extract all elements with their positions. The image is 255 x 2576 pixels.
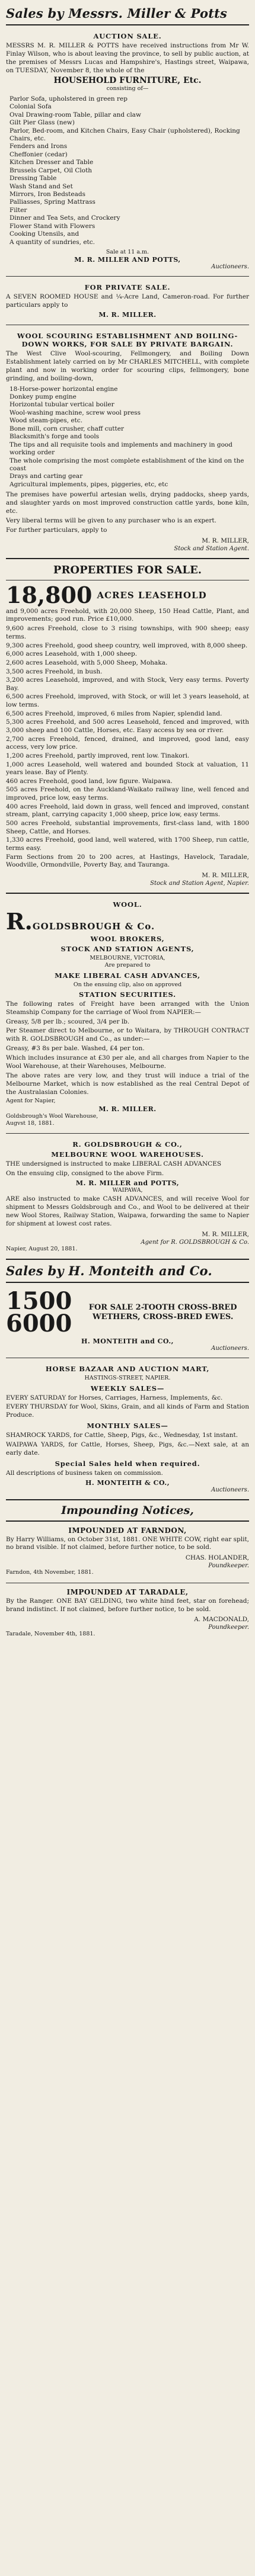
melbourne-date: Napier, August 20, 1881.: [6, 1245, 78, 1252]
wool-scouring-text3: Very liberal terms will be given to any purchaser who is an expert.: [6, 517, 216, 524]
goldsbrough-line3: MELBOURNE, VICTORIA,: [90, 954, 165, 961]
farndon-text: By Harry Williams, on October 31st, 1881. ONE WHITE COW, right ear split, no brand visible. If not claimed, before further notice, to be sold.: [6, 1535, 249, 1551]
goldsbrough-f3: Greasy, #3 8s per bale. Washed, £4 per ton.: [6, 1045, 145, 1053]
list-item: The tips and all requisite tools and implements and machinery in good working order: [9, 441, 232, 457]
taradale-text: By the Ranger. ONE BAY GELDING, two white hind feet, star on forehead; brand indistinct. If not claimed, before further notice, to be sold.: [6, 1597, 249, 1613]
lead-acres-label: ACRES LEASEHOLD: [97, 589, 207, 601]
goldsbrough-agent: Agent for Napier,: [6, 1098, 56, 1105]
wool-scouring-signature-sub: Stock and Station Agent.: [174, 545, 249, 552]
monthly-text: SHAMROCK YARDS, for Cattle, Sheep, Pigs, &c., Wednesday, 1st instant.: [6, 1432, 238, 1439]
section-header-monteith: Sales by H. Monteith and Co.: [6, 1263, 212, 1279]
auction-title: AUCTION SALE.: [93, 32, 162, 40]
goldsbrough-date: Augvst 18, 1881.: [6, 1120, 55, 1127]
goldsbrough-text: The above rates are very low, and they trust will induce a trial of the Melbourne Market, which is now established as the real Central Depot of the Australasian Colonies.: [6, 1072, 249, 1096]
farndon-notice: [6, 1525, 249, 1579]
list-item: Brussels Carpet, Oil Cloth: [9, 166, 93, 174]
horse-bazaar-sig-sub: Auctioneers.: [211, 1486, 249, 1493]
horse-bazaar-title: HORSE BAZAAR AND AUCTION MART,: [45, 1365, 210, 1374]
properties-signature: M. R. MILLER,: [202, 871, 249, 879]
list-item: Filter: [9, 206, 27, 214]
weekly-text: EVERY SATURDAY for Horses, Carriages, Harness, Implements, &c.: [6, 1394, 223, 1401]
list-item: 18-Horse-power horizontal engine: [9, 385, 118, 393]
property-list: [6, 625, 249, 870]
property-item: 6,000 acres Leasehold, with 1,000 sheep.: [6, 650, 138, 658]
melbourne-sig2-sub: Agent for R. GOLDSBROUGH & Co.: [141, 1239, 249, 1246]
properties-title: PROPERTIES FOR SALE.: [53, 563, 202, 576]
melbourne-place: WAIPAWA,: [112, 1187, 143, 1194]
divider: [6, 1520, 249, 1522]
private-sale-title: FOR PRIVATE SALE.: [84, 283, 171, 292]
list-item: Drays and carting gear: [9, 473, 83, 480]
property-item: 2,700 acres Freehold, fenced, drained, and improved, good land, easy access, very low price.: [6, 735, 249, 751]
list-item: Gilt Pier Glass (new): [9, 119, 75, 127]
taradale-title: IMPOUNDED AT TARADALE,: [66, 1587, 189, 1596]
goldsbrough-ad: [6, 897, 249, 1130]
list-item: Oval Drawing-room Table, pillar and claw: [9, 111, 141, 118]
taradale-date: Taradale, November 4th, 1881.: [6, 1631, 95, 1638]
list-item: Wool-washing machine, screw wool press: [9, 409, 141, 416]
private-sale-text: A SEVEN ROOMED HOUSE and ¼-Acre Land, Cameron-road. For further particulars apply to: [6, 293, 249, 309]
monteith-sig-sub: Auctioneers.: [211, 1345, 249, 1352]
list-item: Parlor, Bed-room, and Kitchen Chairs, Easy Chair (upholstered), Rocking Chairs, etc.: [9, 127, 240, 142]
list-item: Dressing Table: [9, 175, 57, 182]
private-sale-signature: M. R. MILLER.: [98, 311, 157, 319]
divider: [6, 1133, 249, 1134]
goldsbrough-line4: Are prepared to: [104, 962, 151, 969]
wool-scouring-signature: M. R. MILLER,: [202, 537, 249, 544]
monteith-sheep-ad: [6, 1287, 249, 1354]
auction-sale-ad: [6, 29, 249, 272]
wool-scouring-list: [9, 386, 249, 489]
goldsbrough-initial: R.: [6, 907, 33, 935]
wool-scouring-apply: For further particulars, apply to: [6, 526, 107, 534]
property-item: 3,500 acres Freehold, in bush.: [6, 668, 103, 675]
goldsbrough-sig-sub: Goldsbrough's Wool Warehouse,: [6, 1112, 98, 1119]
farndon-sig-sub: Poundkeeper.: [208, 1563, 249, 1570]
auction-intro: MESSRS M. R. MILLER & POTTS have received instructions from Mr W. Finlay Wilson, who is about leaving the province, to sell by public auction, at the premises of Messrs Lucas and Hampshire's, Hastings street, Waipawa, on TUESDAY, November 8, the whole of the: [6, 42, 249, 74]
wool-section-label: WOOL.: [113, 900, 142, 909]
divider: [6, 1499, 249, 1500]
divider: [6, 1259, 249, 1260]
list-item: Cooking Utensils, and: [9, 230, 79, 238]
property-item: Farm Sections from 20 to 200 acres, at Hastings, Havelock, Taradale, Woodville, Ormondville, Poverty Bay, and Tauranga.: [6, 853, 249, 869]
monteith-signature: H. MONTEITH and CO.,: [81, 1337, 174, 1346]
monthly-text2: WAIPAWA YARDS, for Cattle, Horses, Sheep, Pigs, &c.—Next sale, at an early date.: [6, 1441, 249, 1457]
property-item: 9,600 acres Freehold, close to 3 rising townships, with 900 sheep; easy terms.: [6, 625, 249, 640]
goldsbrough-f2: Per Steamer direct to Melbourne, or to Waitara, by THROUGH CONTRACT with R. GOLDSBROUGH and Co., as under:—: [6, 1027, 249, 1043]
horse-bazaar-ad: [6, 1362, 249, 1495]
melbourne-text: THE undersigned is instructed to make LIBERAL CASH ADVANCES: [6, 1160, 222, 1168]
properties-signature-sub: Stock and Station Agent, Napier.: [150, 880, 249, 887]
melbourne-text2: On the ensuing clip, consigned to the above Firm.: [6, 1170, 164, 1178]
melbourne-warehouse-ad: [6, 1137, 249, 1255]
property-item: 400 acres Freehold, laid down in grass, well fenced and improved, constant stream, plant, carrying capacity 1,000 sheep, price low, easy terms.: [6, 803, 249, 819]
sheep-numbers: [6, 1287, 72, 1338]
divider: [6, 1282, 249, 1283]
consisting-label: consisting of—: [106, 85, 149, 92]
weekly-text2: EVERY THURSDAY for Wool, Skins, Grain, and all kinds of Farm and Station Produce.: [6, 1403, 249, 1419]
melbourne-title2: MELBOURNE WOOL WAREHOUSES.: [51, 1150, 204, 1159]
goldsbrough-signature: M. R. MILLER.: [98, 1105, 157, 1113]
list-item: Cheffonier (cedar): [9, 150, 68, 158]
goldsbrough-line6: On the ensuing clip, also on approved: [73, 981, 182, 988]
divider: [6, 893, 249, 894]
property-item: 5,300 acres Freehold, and 500 acres Leasehold, fenced and improved, with 3,000 sheep and 100 Cattle, Horses, etc. Easy access by sea or river.: [6, 718, 249, 734]
monthly-title: MONTHLY SALES—: [87, 1422, 168, 1430]
lead-acres-number: 18,800: [6, 581, 93, 608]
farndon-signature: CHAS. HOLANDER,: [185, 1554, 249, 1562]
sheep-sale-row: [6, 1287, 249, 1338]
list-item: Blacksmith's forge and tools: [9, 433, 100, 441]
property-item: 6,500 acres Freehold, improved, with Stock, or will let 3 years leasehold, at low terms.: [6, 693, 249, 709]
list-item: Donkey pump engine: [9, 393, 76, 401]
property-item: 460 acres Freehold, good land, low figure. Waipawa.: [6, 777, 173, 785]
weekly-title: WEEKLY SALES—: [90, 1384, 165, 1393]
auction-signature-sub: Auctioneers.: [211, 264, 249, 271]
property-item: 9,300 acres Freehold, good sheep country, well improved, with 8,000 sheep.: [6, 641, 248, 649]
list-item: Dinner and Tea Sets, and Crockery: [9, 214, 120, 222]
auction-signature: M. R. MILLER AND POTTS,: [74, 256, 181, 264]
list-item: Colonial Sofa: [9, 103, 52, 111]
goldsbrough-line2: STOCK AND STATION AGENTS,: [60, 944, 195, 953]
goldsbrough-name: GOLDSBROUGH & Co.: [32, 920, 155, 932]
divider: [6, 558, 249, 559]
private-sale-ad: [6, 280, 249, 321]
list-item: Parlor Sofa, upholstered in green rep: [9, 95, 128, 102]
taradale-notice: [6, 1587, 249, 1641]
goldsbrough-heading: [6, 907, 249, 935]
lead-text: and 9,000 acres Freehold, with 20,000 Sheep, 150 Head Cattle, Plant, and improvements; good run. Price £10,000.: [6, 607, 249, 623]
section-header-miller-potts: Sales by Messrs. Miller & Potts: [6, 6, 228, 21]
property-item: 500 acres Freehold, substantial improvements, first-class land, with 1800 Sheep, Cattle, and Horses.: [6, 820, 249, 835]
property-item: 1,330 acres Freehold, good land, well watered, with 1700 Sheep, run cattle, terms easy.: [6, 836, 249, 852]
farndon-title: IMPOUNDED AT FARNDON,: [68, 1526, 187, 1535]
property-item: 1,200 acres Freehold, partly improved, rent low. Tinakori.: [6, 752, 190, 759]
melbourne-text3: ARE also instructed to make CASH ADVANCES, and will receive Wool for shipment to Messrs Goldsbrough and Co., and Wool to be delivered at their new Wool Stores, Railway Station, Waipawa, forwarding the same to Napier for shipment at lowest cost rates.: [6, 1195, 249, 1228]
list-item: Flower Stand with Flowers: [9, 222, 95, 230]
farndon-date: Farndon, 4th November, 1881.: [6, 1569, 94, 1576]
sheep-sale-text: FOR SALE 2-TOOTH CROSS-BRED WETHERS, CROSS-BRED EWES.: [88, 1303, 237, 1322]
property-item: 6,500 acres Freehold, improved, 6 miles from Napier, splendid land.: [6, 710, 222, 717]
divider: [6, 276, 249, 277]
property-item: 3,200 acres Leasehold, improved, and with Stock, Very easy terms. Poverty Bay.: [6, 676, 249, 692]
taradale-signature: A. MACDONALD,: [194, 1616, 249, 1624]
property-item: 505 acres Freehold, on the Auckland-Waikato railway line, well fenced and improved, price low, easy terms.: [6, 786, 249, 802]
melbourne-sig: M. R. MILLER and POTTS,: [75, 1179, 180, 1188]
list-item: Wood steam-pipes, etc.: [9, 417, 83, 425]
property-item: 1,000 acres Leasehold, well watered and bounded Stock at valuation, 11 years lease. Bay of Plenty.: [6, 761, 249, 777]
goldsbrough-f4: Which includes insurance at £30 per ale, and all charges from Napier to the Wool Warehouse, at their Warehouses, Melbourne.: [6, 1054, 249, 1070]
impounding-header: Impounding Notices,: [61, 1503, 194, 1517]
special-sales: Special Sales held when required.: [55, 1459, 200, 1468]
list-item: Bone mill, corn crusher, chaff cutter: [9, 425, 124, 432]
furniture-list: [9, 95, 249, 246]
sheep-number-2: 6000: [6, 1310, 72, 1338]
property-item: 2,600 acres Leasehold, with 5,000 Sheep, Mohaka.: [6, 659, 168, 666]
special-text: All descriptions of business taken on commission.: [6, 1469, 163, 1477]
list-item: Mirrors, Iron Bedsteads: [9, 191, 85, 198]
wool-scouring-text: The West Clive Wool-scouring, Fellmongery, and Boiling Down Establishment lately carried on by Mr CHARLES MITCHELL, with complete plant and now in working order for scouring clips, fellmongery, bone grinding, and boiling-down,: [6, 350, 249, 382]
melbourne-title: R. GOLDSBROUGH & CO.,: [72, 1140, 183, 1149]
wool-scouring-text2: The premises have powerful artesian wells, drying paddocks, sheep yards, and slaughter yards on most improved construction cattle yards, bone kiln, etc.: [6, 491, 249, 515]
sale-time: Sale at 11 a.m.: [106, 249, 149, 256]
horse-bazaar-signature: H. MONTEITH & CO.,: [85, 1478, 170, 1487]
properties-lead: [6, 581, 249, 608]
list-item: Wash Stand and Set: [9, 182, 73, 190]
list-item: A quantity of sundries, etc.: [9, 238, 95, 246]
melbourne-sig2: M. R. MILLER,: [202, 1230, 249, 1238]
taradale-sig-sub: Poundkeeper.: [208, 1624, 249, 1631]
list-item: Kitchen Dresser and Table: [9, 159, 94, 166]
list-item: Fenders and Irons: [9, 143, 68, 150]
horse-bazaar-subtitle: HASTINGS-STREET, NAPIER.: [84, 1375, 171, 1382]
household-furniture-title: HOUSEHOLD FURNITURE, Etc.: [53, 76, 202, 86]
wool-scouring-title: WOOL SCOURING ESTABLISHMENT AND BOILING-DOWN WORKS, FOR SALE BY PRIVATE BARGAIN.: [17, 332, 238, 349]
wool-scouring-ad: [6, 329, 249, 554]
goldsbrough-line5: MAKE LIBERAL CASH ADVANCES,: [55, 971, 200, 980]
divider: [6, 24, 249, 25]
goldsbrough-freight: The following rates of Freight have been arranged with the Union Steamship Company for the carriage of Wool from NAPIER:—: [6, 1000, 249, 1016]
goldsbrough-line1: WOOL BROKERS,: [90, 934, 165, 943]
list-item: Agricultural implements, pipes, piggeries, etc, etc: [9, 480, 168, 488]
goldsbrough-f1: Greasy, 5/8 per lb.; scoured, 3/4 per lb.: [6, 1018, 130, 1025]
list-item: Horizontal tubular vertical boiler: [9, 401, 114, 409]
list-item: Palliasses, Spring Mattrass: [9, 198, 95, 206]
sheep-number-1: 1500: [6, 1287, 72, 1316]
properties-ad: [6, 563, 249, 889]
goldsbrough-line7: STATION SECURITIES.: [79, 990, 176, 999]
list-item: The whole comprising the most complete establishment of the kind on the coast: [9, 457, 244, 472]
